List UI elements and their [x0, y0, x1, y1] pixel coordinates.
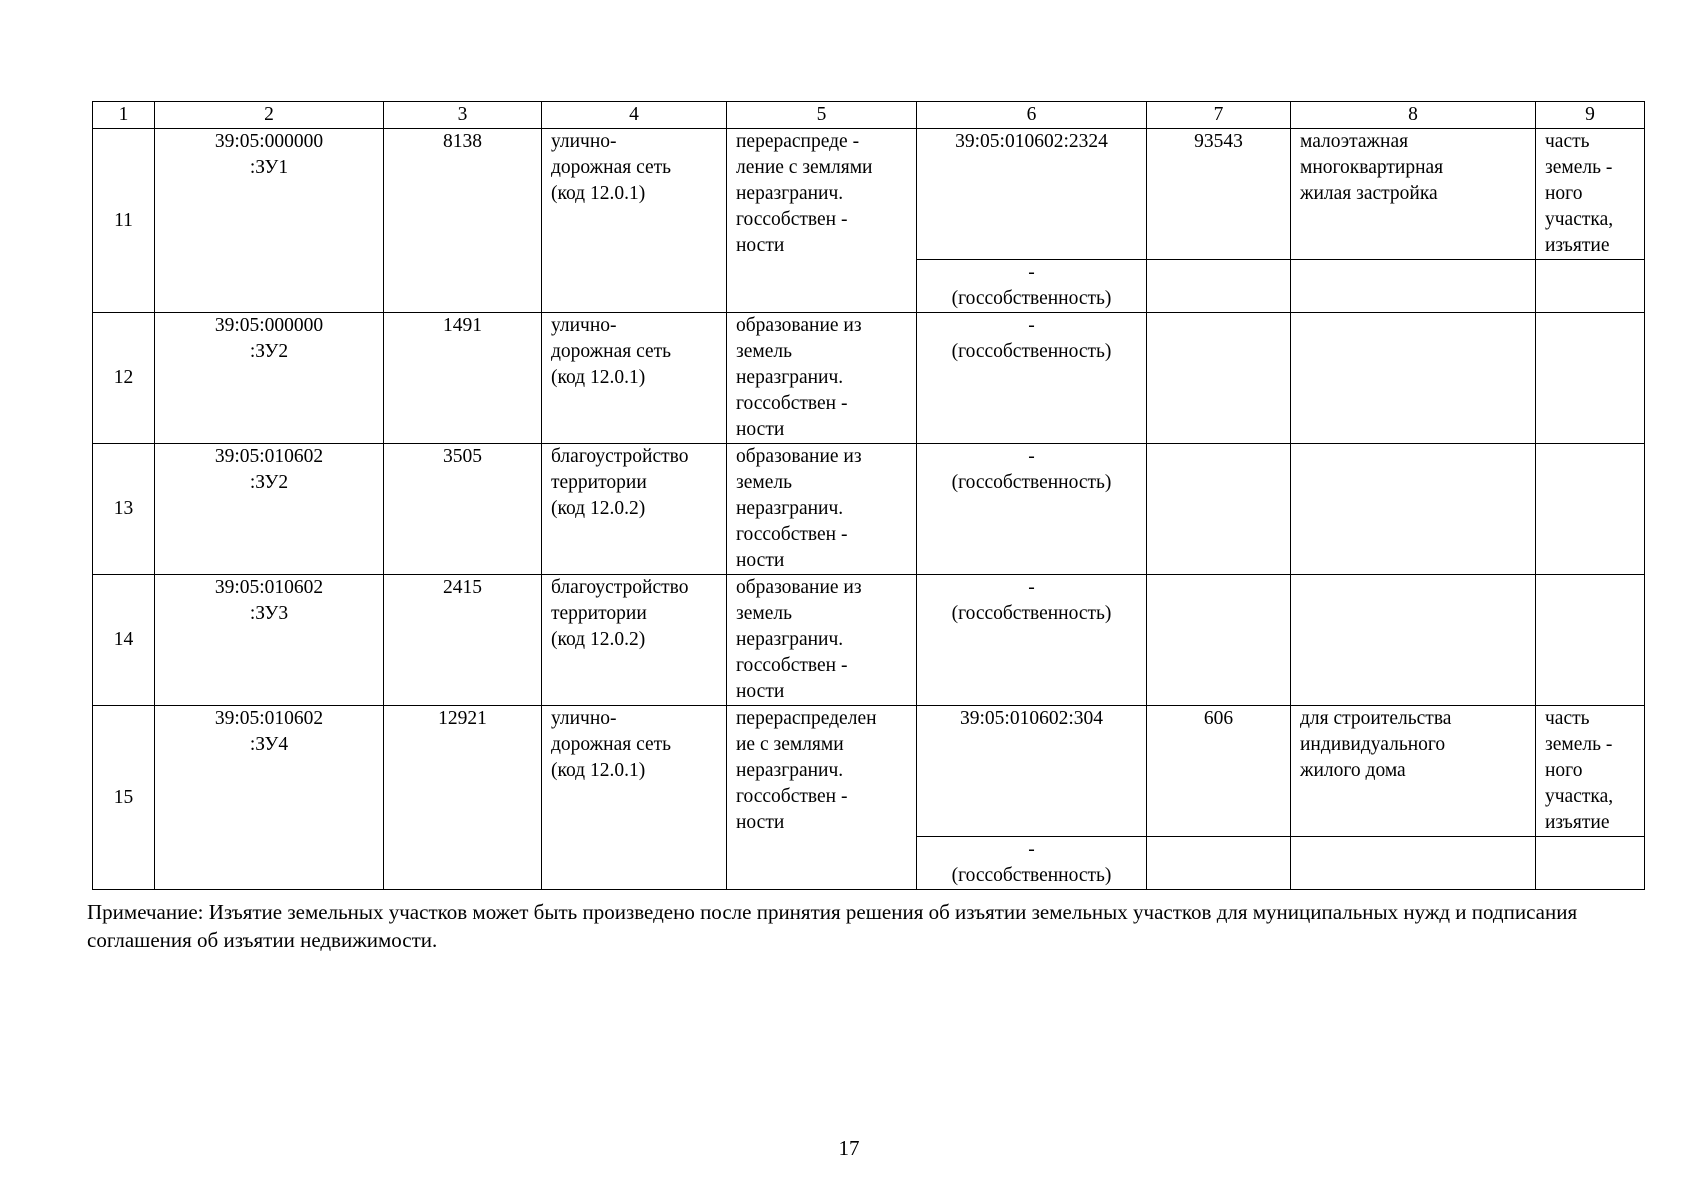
formation-method: перераспреде - ление с землями неразгранич. госсобствен - ности [727, 129, 917, 313]
source-plot-number: - (госсобственность) [917, 260, 1147, 313]
source-plot-use [1291, 313, 1536, 444]
source-plot-area [1147, 313, 1291, 444]
plot-area: 1491 [384, 313, 542, 444]
source-plot-note [1536, 260, 1645, 313]
column-number-row [93, 102, 1645, 129]
header-cell-5: 5 [727, 102, 917, 129]
source-plot-note [1536, 837, 1645, 890]
header-cell-2: 2 [155, 102, 384, 129]
table-row [93, 444, 1645, 575]
cadastral-number: 39:05:000000 :ЗУ2 [155, 313, 384, 444]
plot-area: 3505 [384, 444, 542, 575]
table-footnote: Примечание: Изъятие земельных участков может быть произведено после принятия решения об изъятии земельных участков для муниципальных нужд и подписания соглашения об изъятии недвижимости. [87, 900, 1578, 952]
source-plot-use: для строительства индивидуального жилого дома [1291, 706, 1536, 837]
permitted-use: благоустройство территории (код 12.0.2) [542, 575, 727, 706]
source-plot-use [1291, 444, 1536, 575]
source-plot-number: - (госсобственность) [917, 313, 1147, 444]
source-plot-use [1291, 260, 1536, 313]
formation-method: образование из земель неразгранич. госсобствен - ности [727, 444, 917, 575]
header-cell-4: 4 [542, 102, 727, 129]
cadastral-number: 39:05:010602 :ЗУ4 [155, 706, 384, 890]
formation-method: перераспределен ие с землями неразгранич. госсобствен - ности [727, 706, 917, 890]
header-cell-7: 7 [1147, 102, 1291, 129]
source-plot-note [1536, 313, 1645, 444]
row-number: 13 [93, 444, 155, 575]
cadastral-number: 39:05:000000 :ЗУ1 [155, 129, 384, 313]
source-plot-number: - (госсобственность) [917, 575, 1147, 706]
source-plot-area [1147, 260, 1291, 313]
row-number: 14 [93, 575, 155, 706]
source-plot-use [1291, 575, 1536, 706]
permitted-use: улично- дорожная сеть (код 12.0.1) [542, 706, 727, 890]
permitted-use: благоустройство территории (код 12.0.2) [542, 444, 727, 575]
table-row [93, 129, 1645, 260]
plot-area: 12921 [384, 706, 542, 890]
header-cell-3: 3 [384, 102, 542, 129]
table-row [93, 575, 1645, 706]
source-plot-area: 606 [1147, 706, 1291, 837]
source-plot-area [1147, 444, 1291, 575]
permitted-use: улично- дорожная сеть (код 12.0.1) [542, 313, 727, 444]
plot-area: 8138 [384, 129, 542, 313]
source-plot-number: - (госсобственность) [917, 444, 1147, 575]
source-plot-area [1147, 837, 1291, 890]
land-plots-table [92, 101, 1645, 890]
permitted-use: улично- дорожная сеть (код 12.0.1) [542, 129, 727, 313]
header-cell-9: 9 [1536, 102, 1645, 129]
row-number: 11 [93, 129, 155, 313]
source-plot-use: малоэтажная многоквартирная жилая застройка [1291, 129, 1536, 260]
source-plot-number: - (госсобственность) [917, 837, 1147, 890]
source-plot-use [1291, 837, 1536, 890]
source-plot-note [1536, 575, 1645, 706]
header-cell-8: 8 [1291, 102, 1536, 129]
source-plot-number: 39:05:010602:304 [917, 706, 1147, 837]
source-plot-area [1147, 575, 1291, 706]
header-cell-1: 1 [93, 102, 155, 129]
source-plot-area: 93543 [1147, 129, 1291, 260]
formation-method: образование из земель неразгранич. госсобствен - ности [727, 313, 917, 444]
source-plot-note [1536, 444, 1645, 575]
table-row [93, 706, 1645, 837]
formation-method: образование из земель неразгранич. госсобствен - ности [727, 575, 917, 706]
page-number: 17 [838, 1136, 860, 1160]
source-plot-note: часть земель - ного участка, изъятие [1536, 129, 1645, 260]
cadastral-number: 39:05:010602 :ЗУ2 [155, 444, 384, 575]
source-plot-note: часть земель - ного участка, изъятие [1536, 706, 1645, 837]
plot-area: 2415 [384, 575, 542, 706]
cadastral-number: 39:05:010602 :ЗУ3 [155, 575, 384, 706]
header-cell-6: 6 [917, 102, 1147, 129]
source-plot-number: 39:05:010602:2324 [917, 129, 1147, 260]
row-number: 12 [93, 313, 155, 444]
table-row [93, 313, 1645, 444]
row-number: 15 [93, 706, 155, 890]
